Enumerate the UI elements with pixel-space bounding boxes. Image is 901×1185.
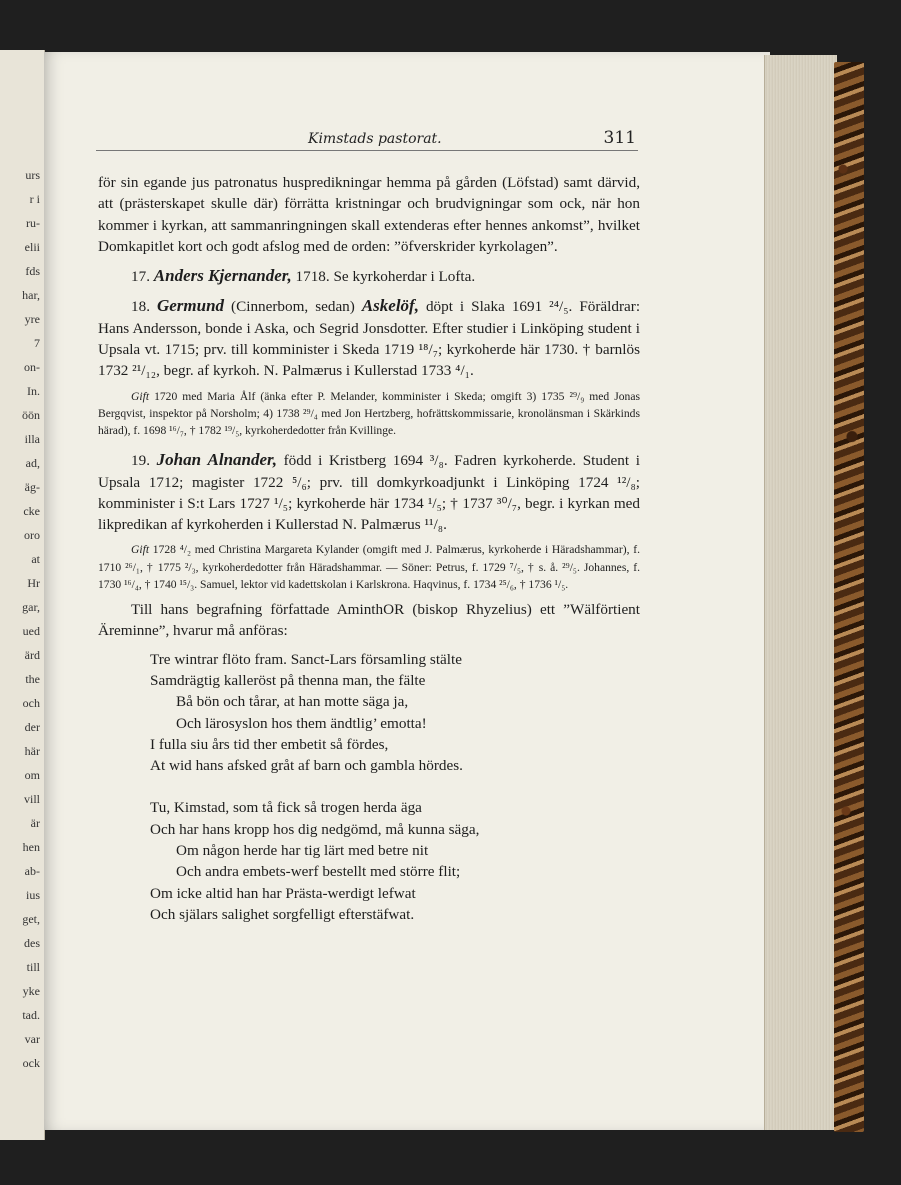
facing-page-fragment: är: [30, 816, 40, 830]
facing-page-fragment: om: [24, 768, 40, 782]
facing-page-fragment: In.: [27, 384, 40, 398]
facing-page-fragment: ab-: [24, 864, 40, 878]
page-number: 311: [603, 128, 636, 148]
facing-page-fragment: r i: [29, 192, 40, 206]
facing-page-fragment: elii: [24, 240, 40, 254]
facing-page-fragment: ad,: [25, 456, 40, 470]
facing-page-fragment: hen: [22, 840, 40, 854]
poem-line: Och själars salighet sorgfelligt efterstäfwat.: [150, 905, 415, 923]
facing-page-fragment: illa: [24, 432, 40, 446]
facing-page-fragment: här: [24, 744, 40, 758]
facing-page-fragment: cke: [23, 504, 40, 518]
marriage-note: [98, 541, 640, 593]
entry-number: 17.: [131, 268, 150, 286]
entry-number: 18.: [131, 298, 150, 316]
facing-page-fragment: tad.: [22, 1008, 40, 1022]
facing-page-fragment: get,: [22, 912, 40, 926]
facing-page-fragment: vill: [23, 792, 40, 806]
running-title: Kimstads pastorat.: [308, 131, 442, 147]
facing-page-fragment: der: [24, 720, 40, 734]
entry-text: döpt i Slaka 1691 ²⁴/₅. Föräldrar: Hans Andersson, bonde i Aska, och Segrid Jonsdotter. Efter studier i Linköping student i Upsala vt. 1715; prv. till komminister i Skeda 1719 ¹⁸/₇; kyrkoherde här 1730. † barnlös 1732 ²¹/₁₂, begr. af kyrkoh. N. Palmærus i Kullerstad 1733 ⁴/₁.: [98, 298, 641, 380]
poem-line: Och lärosyslon hos them ändtlig’ emotta!: [176, 714, 427, 732]
note-label: Gift: [131, 389, 150, 403]
facing-page-fragment: ärd: [24, 648, 40, 662]
facing-page-fragment: gar,: [22, 600, 40, 614]
facing-page-fragment: urs: [25, 168, 40, 182]
entry-17: [98, 265, 640, 287]
intro-paragraph: för sin egande jus patronatus huspredikningar hemma på gården (Löfstad) samt därvid, att (prästerskapet skulle där) förrätta kristningar och brudvigningar som ock, när hon kommer i kyrkan, att sammanringningen skall extenderas efter hennes ankomst”, hvilket Domkapitlet kort och godt afslog med de orden: ”öfverskrider kyrkolagen”.: [98, 174, 640, 255]
poem: [150, 649, 640, 926]
entry-18: [98, 295, 640, 439]
book-cover-edge: [834, 62, 864, 1132]
facing-page-fragment: fds: [25, 264, 40, 278]
note-label: Gift: [131, 543, 150, 557]
facing-page-fragment: ru-: [26, 216, 40, 230]
poem-line: Om någon herde har tig lärt med betre nit: [176, 842, 429, 860]
poem-line: Samdrägtig kalleröst på thenna man, the fälte: [150, 671, 426, 689]
person-surname: Askelöf,: [361, 296, 419, 316]
poem-line: Och andra embets-werf bestellt med större flit;: [176, 863, 461, 881]
facing-page-fragment: har,: [22, 288, 40, 302]
poem-line: Tre wintrar flöto fram. Sanct-Lars församling stälte: [150, 650, 462, 668]
facing-page-fragment: on-: [24, 360, 40, 374]
person-name: Johan Alnander,: [156, 450, 277, 470]
marriage-note: [98, 388, 640, 440]
facing-page: [0, 50, 45, 1140]
poem-intro: Till hans begrafning författade AminthOR (biskop Rhyzelius) ett ”Wälförtient Äreminne”, hvarur må anföras:: [98, 601, 640, 640]
page-edges: [764, 55, 837, 1130]
person-name: Germund: [156, 296, 225, 316]
facing-page-fragment: at: [31, 552, 40, 566]
facing-page-fragment: the: [25, 672, 40, 686]
entry-text: född i Kristberg 1694 ³/₈. Fadren kyrkoherde. Student i Upsala 1712; magister 1722 ⁵/₆; prv. till domkyrkoadjunkt i Linköping 1724 ¹²/₈; komminister i S:t Lars 1727 ¹/₅; kyrkoherde här 1734 ¹/₅; † 1737 ³⁰/₇, begr. i kyrkan med likpredikan af kyrkoherden i Kullerstad N. Palmærus ¹¹/₈.: [98, 452, 640, 534]
entry-number: 19.: [131, 452, 150, 470]
poem-line: I fulla siu års tid ther embetit så fördes,: [150, 735, 389, 753]
poem-line: Tu, Kimstad, som tå fick så trogen herda äga: [150, 799, 422, 817]
person-name: Anders Kjernander,: [153, 266, 292, 286]
facing-page-fragment: des: [24, 936, 40, 950]
poem-line: Bå bön och tårar, at han motte säga ja,: [176, 693, 409, 711]
facing-page-fragment: oro: [24, 528, 40, 542]
page-header: [96, 128, 638, 151]
facing-page-fragment: och: [22, 696, 40, 710]
entry-19: [98, 449, 640, 593]
facing-page-fragment: var: [24, 1032, 40, 1046]
facing-page-fragment: till: [26, 960, 40, 974]
poem-line: Om icke altid han har Prästa-werdigt lefwat: [150, 884, 416, 902]
facing-page-fragment: yre: [24, 312, 40, 326]
page-body: [98, 172, 640, 925]
facing-page-fragment: 7: [34, 336, 40, 350]
facing-page-fragment: öön: [22, 408, 40, 422]
note-text: 1728 ⁴/₂ med Christina Margareta Kylander (omgift med J. Palmærus, kyrkoherde i Häradshammar), f. 1710 ²⁶/₁, † 1775 ²/₃, kyrkoherdedotter från Häradshammar. — Söner: Petrus, f. 1729 ⁷/₅, † s. å. ²⁹/₅. Johannes, f. 1730 ¹⁶/₄, † 1740 ¹⁵/₃. Samuel, lektor vid kadettskolan i Karlskrona. Haqvinus, f. 1734 ²⁵/₆, † 1736 ¹/₅.: [98, 543, 640, 591]
facing-page-fragment: yke: [22, 984, 40, 998]
entry-text: 1718. Se kyrkoherdar i Lofta.: [295, 268, 476, 286]
facing-page-fragment: ock: [22, 1056, 40, 1070]
facing-page-fragment: Hr: [27, 576, 40, 590]
name-variants: (Cinnerbom, sedan): [231, 298, 355, 316]
note-text: 1720 med Maria Ålf (änka efter P. Melander, komminister i Skeda; omgift 3) 1735 ²⁹/₉ med Jonas Bergqvist, inspektor på Norsholm; 4) 1738 ²⁹/₄ med Jon Hertzberg, hofrättskommissarie, kronolänsman i Skärkinds härad), f. 1698 ¹⁶/₇, † 1782 ¹⁹/₅, kyrkoherdedotter från Kvillinge.: [98, 389, 640, 438]
poem-line: Och har hans kropp hos dig nedgömd, må kunna säga,: [150, 820, 480, 838]
stanza-break: [150, 776, 640, 797]
facing-page-fragment: ued: [22, 624, 40, 638]
facing-page-fragment: ius: [25, 888, 40, 902]
facing-page-fragment: äg-: [24, 480, 40, 494]
poem-line: At wid hans afsked gråt af barn och gambla hördes.: [150, 757, 463, 775]
